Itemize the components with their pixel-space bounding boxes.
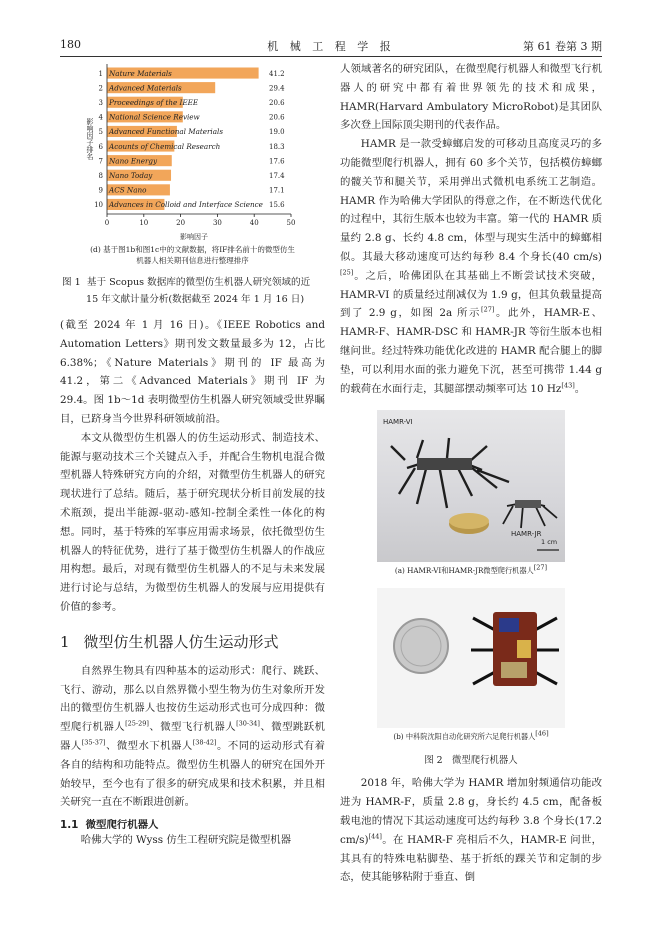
figure1-caption	[60, 274, 325, 308]
value-label-4: 20.6	[269, 113, 285, 122]
rank-label-4: 4	[98, 113, 103, 122]
ref-27b: [27]	[533, 563, 548, 572]
ref-38-42: [38-42]	[192, 738, 217, 747]
value-label-6: 18.3	[269, 142, 285, 151]
journal-label-10: Advances in Colloid and Interface Science	[109, 200, 263, 210]
right-paragraph-1: 人领域著名的研究团队，在微型爬行机器人和微型飞行机器人的研究中都有着世界领先的技术和成果，HAMR(Harvard Ambulatory MicroRobot)是其团队多次登上国际顶尖期刊的代表作品。	[340, 63, 602, 132]
journal-label-8: Nano Today	[109, 171, 153, 180]
p3-c: 、微型跳跃机器人	[60, 721, 326, 752]
subsection-heading	[60, 816, 325, 831]
section-number: 1	[60, 632, 70, 651]
rank-label-2: 2	[98, 84, 103, 93]
x-tick-label-30: 30	[212, 219, 222, 227]
rp2-c: 。此外，HAMR-E、HAMR-F、HAMR-DSC 和 HAMR-JR 等衍生版本也相继问世。经过特殊功能优化改进的 HAMR 配合腿上的脚垫，可以利用水面的张力避免下沉，甚至可携带 1.44 g 的载荷在水面行走，其腿部摆动频率可达 10 Hz	[340, 307, 602, 395]
journal-label-9: ACS Nano	[109, 185, 147, 195]
p3-d: 、微型水下机器人	[105, 739, 193, 752]
value-label-10: 15.6	[269, 201, 285, 210]
battery	[517, 640, 531, 658]
x-tick-label-0: 0	[104, 219, 110, 227]
rank-label-3: 3	[98, 99, 103, 107]
journal-label-7: Nano Energy	[109, 156, 158, 166]
x-tick-label-40: 40	[249, 219, 259, 227]
figure1-caption-2: 15 年文献计量分析(数据截至 2024 年 1 月 16 日)	[86, 294, 305, 305]
x-tick-label-20: 20	[176, 219, 186, 227]
rank-label-5: 5	[98, 128, 103, 137]
journal-if-chart	[60, 60, 325, 242]
photo-b-caption-text: (b) 中科院沈阳自动化研究所六足爬行机器人	[393, 732, 536, 742]
rp2-b: 。之后，哈佛团队在其基础上不断尝试技术突破，HAMR-VI 的质量经过削减仅为 1.9 g，但其负载量提高到了 2.9 g，如图 2a 所示	[340, 269, 602, 320]
ref-30-34: [30-34]	[236, 719, 260, 728]
value-label-2: 29.4	[269, 84, 285, 93]
left-paragraph-3	[60, 662, 325, 812]
figure1-label: 图 1	[62, 277, 81, 288]
journal-label-4: National Science Review	[109, 112, 200, 122]
running-header	[60, 38, 602, 54]
hamr-illustration	[377, 410, 565, 562]
hamr-jr-body	[515, 500, 541, 508]
value-label-5: 19.0	[269, 128, 285, 137]
ref-43: [43]	[561, 381, 575, 390]
value-label-9: 17.1	[269, 186, 285, 195]
photo-a-caption-text: (a) HAMR-VI和HAMR-JR微型爬行机器人	[394, 566, 534, 576]
ref-25: [25]	[340, 268, 354, 277]
hamr-jr-label: HAMR-JR	[511, 530, 542, 539]
right-paragraph-3	[340, 774, 602, 887]
rank-label-9: 9	[98, 186, 103, 195]
x-tick-label-50: 50	[286, 219, 296, 227]
component	[501, 662, 527, 678]
x-axis-label: 影响因子	[180, 233, 208, 241]
sia-hexapod-photo	[377, 588, 565, 728]
chart-subcaption	[60, 244, 325, 266]
rp3-b: 。在 HAMR-F 亮相后不久，HAMR-E 问世，其具有的特殊电粘脚垫、基于折纸的踝关节和定制的步态，使其能够粘附于垂直、倒	[340, 833, 602, 884]
subcaption-line-1: (d) 基于图1b和图1c中的文献数据，将IF排名前十的微型仿生	[90, 245, 295, 254]
journal-title: 机 械 工 程 学 报	[267, 40, 395, 53]
page-number: 180	[60, 38, 81, 51]
ref-44: [44]	[368, 832, 382, 841]
ref-46: [46]	[535, 729, 549, 738]
figure1-caption-1: 基于 Scopus 数据库的微型仿生机器人研究领域的近	[86, 277, 311, 288]
coin-top	[449, 513, 489, 529]
header-rule	[60, 56, 602, 57]
ref-27: [27]	[481, 305, 495, 314]
hexapod-illustration	[377, 588, 565, 728]
photo-a-caption	[340, 563, 602, 576]
volume-issue: 第 61 卷第 3 期	[523, 40, 602, 53]
right-column	[340, 60, 602, 887]
figure2-caption: 图 2 微型爬行机器人	[424, 755, 518, 767]
photo-b-caption	[340, 729, 602, 742]
subsection-title: 微型爬行机器人	[85, 819, 159, 832]
rp2-d: 。	[574, 382, 586, 395]
left-paragraph-4: 哈佛大学的 Wyss 仿生工程研究院是微型机器	[80, 834, 292, 847]
p3-a: 自然界生物具有四种基本的运动形式：爬行、跳跃、飞行、游动，那么以自然界微小型生物为仿生对象所开发出的微型仿生机器人也按仿生运动形式也可分成四种：微型爬行机器人	[60, 664, 325, 734]
rank-label-10: 10	[94, 201, 103, 210]
section-heading	[60, 631, 325, 652]
hamr-vi-body	[417, 458, 472, 470]
left-column	[60, 60, 325, 850]
chart-svg	[60, 60, 325, 242]
right-paragraph-2	[340, 135, 602, 398]
y-axis-label: 影响因子排名	[86, 118, 94, 160]
rp3-a: 2018 年，哈佛大学为 HAMR 增加射频通信功能改进为 HAMR-F，质量 2.8 g，身长约 4.5 cm，配备板载电池的情况下其运动速度可达约每秒 3.8 个身长(17.2 cm/s)	[340, 777, 602, 846]
value-label-8: 17.4	[269, 172, 285, 180]
rank-label-1: 1	[98, 69, 103, 78]
journal-label-5: Advanced Functional Materials	[109, 127, 224, 137]
x-tick-label-10: 10	[139, 219, 149, 227]
scale-label: 1 cm	[541, 538, 558, 547]
rank-label-7: 7	[98, 157, 103, 166]
rank-label-8: 8	[98, 172, 103, 180]
p3-b: 、微型飞行机器人	[148, 721, 237, 734]
hamr-vi-label: HAMR-VI	[383, 418, 413, 427]
hamr-vi-robot	[391, 438, 509, 508]
subcaption-line-2: 机器人相关期刊信息进行整理排序	[136, 256, 249, 265]
coin-1-yuan	[394, 619, 448, 673]
ref-35-37: [35-37]	[81, 738, 106, 747]
rank-label-6: 6	[98, 142, 103, 151]
ref-25-29: [25-29]	[125, 719, 149, 728]
value-label-3: 20.6	[269, 99, 285, 107]
value-label-7: 17.6	[269, 157, 285, 166]
section-title: 微型仿生机器人仿生运动形式	[83, 632, 279, 651]
journal-label-2: Advanced Materials	[109, 83, 182, 93]
left-paragraph-1: (截至 2024 年 1 月 16 日)。《IEEE Robotics and Automation Letters》期刊发文数量最多为 12，占比 6.38%；《Nature Materials》期刊的 IF 最高为 41.2，第二《Advanced Materials》期刊 IF 为 29.4。图 1b～1d 表明微型仿生机器人研究领域受世界瞩目，已跻身当今世界科研领域前沿。	[60, 319, 325, 425]
p3-e: 。不同的运动形式有着各自的结构和功能特点。微型仿生机器人的研究在国外开始较早，至今也有了很多的研究成果和技术积累，并且相关研究一直在不断跟进创新。	[60, 739, 326, 809]
hamr-robots-photo	[377, 410, 565, 562]
journal-label-3: Proceedings of the IEEE	[109, 98, 199, 107]
journal-label-6: Acounts of Chemical Research	[109, 141, 221, 151]
rp2-a: HAMR 是一款受蟑螂启发的可移动且高度灵巧的多功能微型爬行机器人，拥有 60 多个关节，包括模仿蟑螂的髋关节和腿关节，采用弹出式微机电系统工艺制造。HAMR 作为哈佛大学团队的得意之作，在不断迭代优化的过程中，其衍生版本也较为丰富。第一代的 HAMR 质量约 2.8 g、长约 4.8 cm，体型与现实生活中的蟑螂相似。其最大移动速度可达约每秒 8.4 个身长(40 cm/s)	[340, 138, 602, 263]
left-paragraph-2: 本文从微型仿生机器人的仿生运动形式、制造技术、能源与驱动技术三个关键点入手，并配合生物机电混合微型机器人特殊研究方向的介绍，对微型仿生机器人的研究现状进行了总结。随后，基于研究现状分析目前发展的技术瓶颈，提出半能源-驱动-感知-控制全柔性一体化的构想。同时，基于特殊的军事应用需求场景，依托微型仿生机器人的特征优势，进行了基于微型仿生机器人的作战应用构想。最后，对现有微型仿生机器人的不足与未来发展进行讨论与总结，为微型仿生机器人的发展与应用提供有价值的参考。	[60, 431, 325, 613]
value-label-1: 41.2	[269, 69, 285, 78]
journal-label-1: Nature Materials	[109, 68, 172, 78]
chip	[499, 618, 519, 632]
subsection-number: 1.1	[60, 819, 79, 832]
